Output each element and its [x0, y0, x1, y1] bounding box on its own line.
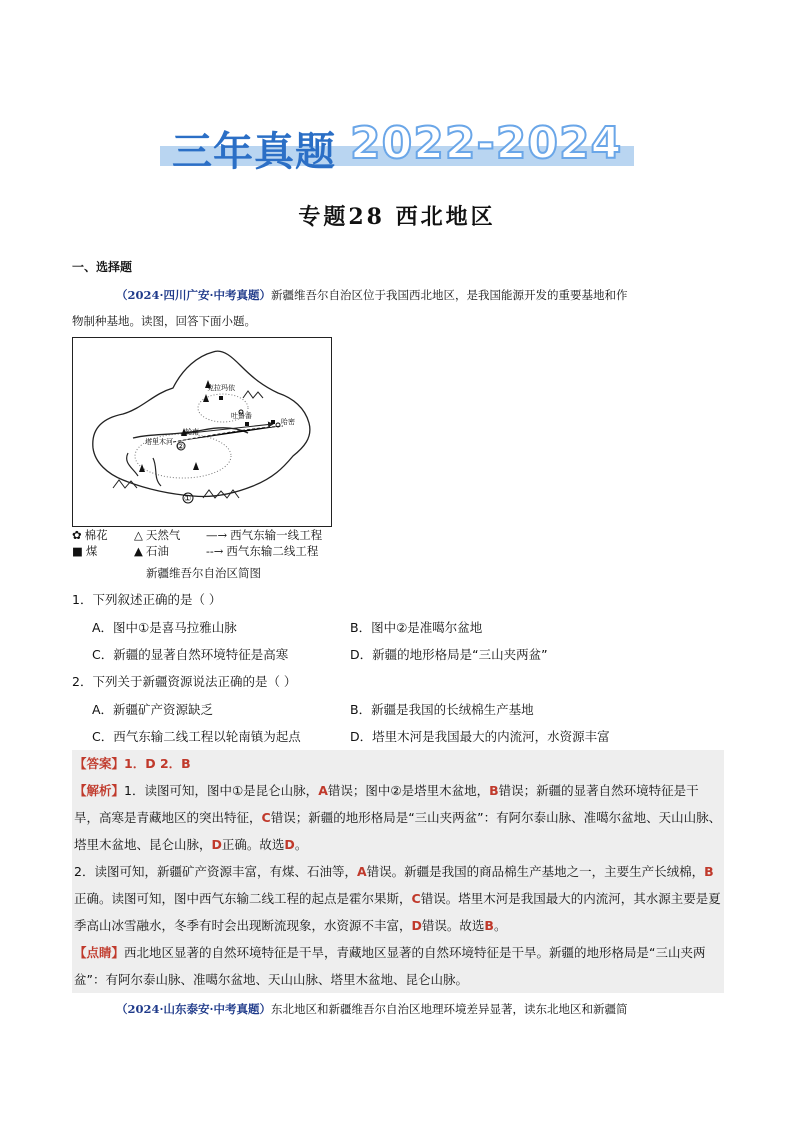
- banner-years-text: 2022-2024: [350, 118, 623, 169]
- question-1-stem: 1．下列叙述正确的是（ ）: [72, 592, 222, 607]
- map-label-hami: 哈密: [281, 418, 295, 426]
- section-heading: 一、选择题: [72, 260, 133, 274]
- map-label-1: ①: [184, 494, 192, 503]
- legend-gas: △ 天然气: [134, 528, 181, 542]
- dianjing-tag: 【点睛】: [74, 945, 125, 960]
- answer-line: [72, 750, 724, 777]
- q1-option-a: A．图中①是喜马拉雅山脉: [92, 620, 237, 635]
- q2-option-a: A．新疆矿产资源缺乏: [92, 702, 214, 717]
- dianjing-paragraph: [72, 939, 724, 993]
- answer-analysis-block: [72, 750, 724, 993]
- q1-option-d: D．新疆的地形格局是“三山夹两盆”: [350, 647, 548, 662]
- map-drawing: [73, 338, 331, 526]
- banner-main-text: 三年真题: [172, 129, 336, 175]
- q2-option-b: B．新疆是我国的长绒棉生产基地: [350, 702, 534, 717]
- q2-option-d: D．塔里木河是我国最大的内流河，水资源丰富: [350, 729, 610, 744]
- legend-cotton: ✿ 棉花: [72, 528, 108, 542]
- legend-line2: --→ 西气东输二线工程: [206, 544, 319, 558]
- intro2-source: （2024·山东泰安·中考真题）: [116, 1002, 272, 1016]
- coal-icon: ■: [72, 544, 83, 558]
- page-title: 专题28 西北地区: [298, 204, 496, 230]
- analysis-p1: 【解析】1．读图可知，图中①是昆仑山脉，A错误；图中②是塔里木盆地，B错误；新疆的显著自然环境特征是干旱，高寒是青藏地区的突出特征，C错误；新疆的地形格局是“三山夹两盆”：有阿尔泰山脉、准噶尔盆地、天山山脉、塔里木盆地、昆仑山脉，D正确。故选D。: [74, 783, 722, 852]
- map-label-lunnan: 轮南: [185, 428, 199, 436]
- q2-option-c: C．西气东输二线工程以轮南镇为起点: [92, 729, 301, 744]
- legend-line1: —→ 西气东输一线工程: [206, 528, 323, 542]
- map-caption: 新疆维吾尔自治区简图: [146, 566, 261, 580]
- dianjing-text: 西北地区显著的自然环境特征是干旱，青藏地区显著的自然环境特征是干旱。新疆的地形格局是“三山夹两盆”：有阿尔泰山脉、准噶尔盆地、天山山脉、塔里木盆地、昆仑山脉。: [74, 945, 706, 987]
- cotton-icon: ✿: [72, 528, 82, 542]
- q1-option-b: B．图中②是准噶尔盆地: [350, 620, 483, 635]
- map-label-tarim-river: 塔里木河: [145, 438, 173, 446]
- answer-tag: 【答案】: [74, 756, 125, 771]
- oil-icon: ▲: [134, 544, 143, 558]
- legend-coal: ■ 煤: [72, 544, 98, 558]
- xinjiang-map: [72, 337, 332, 527]
- dashed-arrow-icon: --→: [206, 544, 224, 558]
- intro-line2: 物制种基地。读图，回答下面小题。: [72, 314, 256, 328]
- q1-option-c: C．新疆的显著自然环境特征是高寒: [92, 647, 289, 662]
- analysis-p2: 2．读图可知，新疆矿产资源丰富，有煤、石油等，A错误。新疆是我国的商品棉生产基地之一，主要生产长绒棉，B正确。读图可知，图中西气东输二线工程的起点是霍尔果斯，C错误。塔里木河是我国最大的内流河，其水源主要是夏季高山冰雪融水，冬季有时会出现断流现象，水资源不丰富，D错误。故选B。: [74, 864, 721, 933]
- intro-line1: 新疆维吾尔自治区位于我国西北地区，是我国能源开发的重要基地和作: [271, 288, 628, 302]
- legend-oil: ▲ 石油: [134, 544, 169, 558]
- question-2-stem: 2．下列关于新疆资源说法正确的是（ ）: [72, 674, 297, 689]
- intro-source: （2024·四川广安·中考真题）: [116, 288, 272, 302]
- map-label-turpan: 吐鲁番: [231, 412, 252, 420]
- map-label-karamay: 克拉玛依: [207, 384, 235, 392]
- intro2-text: 东北地区和新疆维吾尔自治区地理环境差异显著，读东北地区和新疆简: [271, 1002, 628, 1016]
- gas-icon: △: [134, 528, 143, 542]
- map-label-2: ②: [177, 442, 185, 451]
- answer-text: 1．D 2．B: [124, 756, 191, 771]
- solid-arrow-icon: —→: [206, 528, 228, 542]
- question-intro-2: [72, 996, 722, 1022]
- map-legend: [72, 527, 342, 559]
- header-banner: [160, 118, 634, 174]
- question-intro-1: [72, 282, 722, 334]
